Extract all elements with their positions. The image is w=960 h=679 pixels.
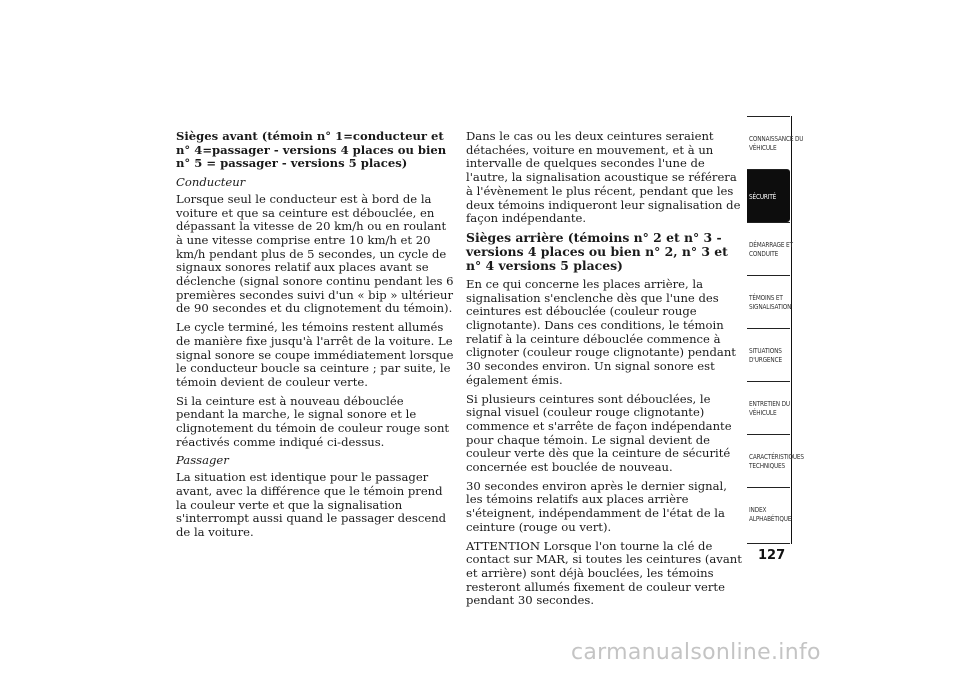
paragraph-attention: ATTENTION Lorsque l'on tourne la clé de contact sur MAR, si toutes les ceintures (avant et arrière) sont déjà bouclées, les témoins resteront allumés fixement de couleur verte pendant 30 secondes. <box>466 538 742 608</box>
tab-index-alphabetique[interactable]: INDEX ALPHABÉTIQUE <box>747 487 790 544</box>
tab-situations-d-urgence[interactable]: SITUATIONS D'URGENCE <box>747 328 790 381</box>
paragraph: Le cycle terminé, les témoins restent allumés de manière fixe jusqu'à l'arrêt de la voiture. Le signal sonore se coupe immédiatement lorsque le conducteur boucle sa ceinture ; par suite, le témoin devient de couleur verte. <box>176 320 454 389</box>
paragraph: En ce qui concerne les places arrière, la signalisation s'enclenche dès que l'une des ceintures est débouclée (couleur rouge clignotante). Dans ces conditions, le témoin relatif à la ceinture débouclée commence à clignoter (couleur rouge clignotante) pendant 30 secondes environ. Un signal sonore est également émis. <box>466 276 736 387</box>
tab-connaissance-du-vehicule[interactable]: CONNAISSANCE DU VÉHICULE <box>747 116 790 169</box>
chapter-sidebar <box>747 116 804 544</box>
subheading-passenger: Passager <box>176 453 229 468</box>
watermark-text: carmanualsonline.info <box>571 640 821 665</box>
paragraph: Lorsque seul le conducteur est à bord de la voiture et que sa ceinture est débouclée, en dépassant la vitesse de 20 km/h ou en roulant à une vitesse comprise entre 10 km/h et 20 km/h pendant plus de 5 secondes, un cycle de signaux sonores relatif aux places avant se déclenche (signal sonore continu pendant les 6 premières secondes suivi d'un « bip » ultérieur de 90 secondes et du clignotement du témoin). <box>176 191 454 316</box>
tab-securite[interactable]: SÉCURITÉ <box>747 169 790 222</box>
paragraph: La situation est identique pour le passager avant, avec la différence que le témoin prend la couleur verte et que la signalisation s'interrompt aussi quand le passager descend de la voiture. <box>176 470 447 539</box>
section-heading-front-seats: Sièges avant (témoin n° 1=conducteur et n° 4=passager - versions 4 places ou bien n° 5 = passager - versions 5 places) <box>176 129 447 171</box>
paragraph: Si plusieurs ceintures sont débouclées, le signal visuel (couleur rouge clignotante) commence et s'arrête de façon indépendante pour chaque témoin. Le signal devient de couleur verte dès que la ceinture de sécurité concernée est bouclée de nouveau. <box>466 391 732 475</box>
subheading-driver: Conducteur <box>176 175 246 190</box>
tab-temoins-et-signalisation[interactable]: TÉMOINS ET SIGNALISATION <box>747 275 790 328</box>
section-heading-rear-seats: Sièges arrière (témoins n° 2 et n° 3 - versions 4 places ou bien n° 2, n° 3 et n° 4 versions 5 places) <box>466 229 728 273</box>
paragraph: 30 secondes environ après le dernier signal, les témoins relatifs aux places arrière s'éteignent, indépendamment de l'état de la ceinture (rouge ou vert). <box>466 478 727 534</box>
tab-demarrage-et-conduite[interactable]: DÉMARRAGE ET CONDUITE <box>747 222 790 275</box>
tab-entretien-du-vehicule[interactable]: ENTRETIEN DU VÉHICULE <box>747 381 790 434</box>
paragraph: Si la ceinture est à nouveau débouclée pendant la marche, le signal sonore et le clignotement du témoin de couleur rouge sont réactivés comme indiqué ci-dessus. <box>176 393 450 449</box>
right-column <box>466 130 742 613</box>
left-column <box>176 130 454 545</box>
page-number: 127 <box>758 548 786 563</box>
paragraph: Dans le cas ou les deux ceintures seraient détachées, voiture en mouvement, et à un intervalle de quelques secondes l'une de l'autre, la signalisation acoustique se référera à l'évènement le plus récent, pendant que les deux témoins indiqueront leur signalisation de façon indépendante. <box>466 129 741 226</box>
tab-caracteristiques-techniques[interactable]: CARACTÉRISTIQUES TECHNIQUES <box>747 434 790 487</box>
